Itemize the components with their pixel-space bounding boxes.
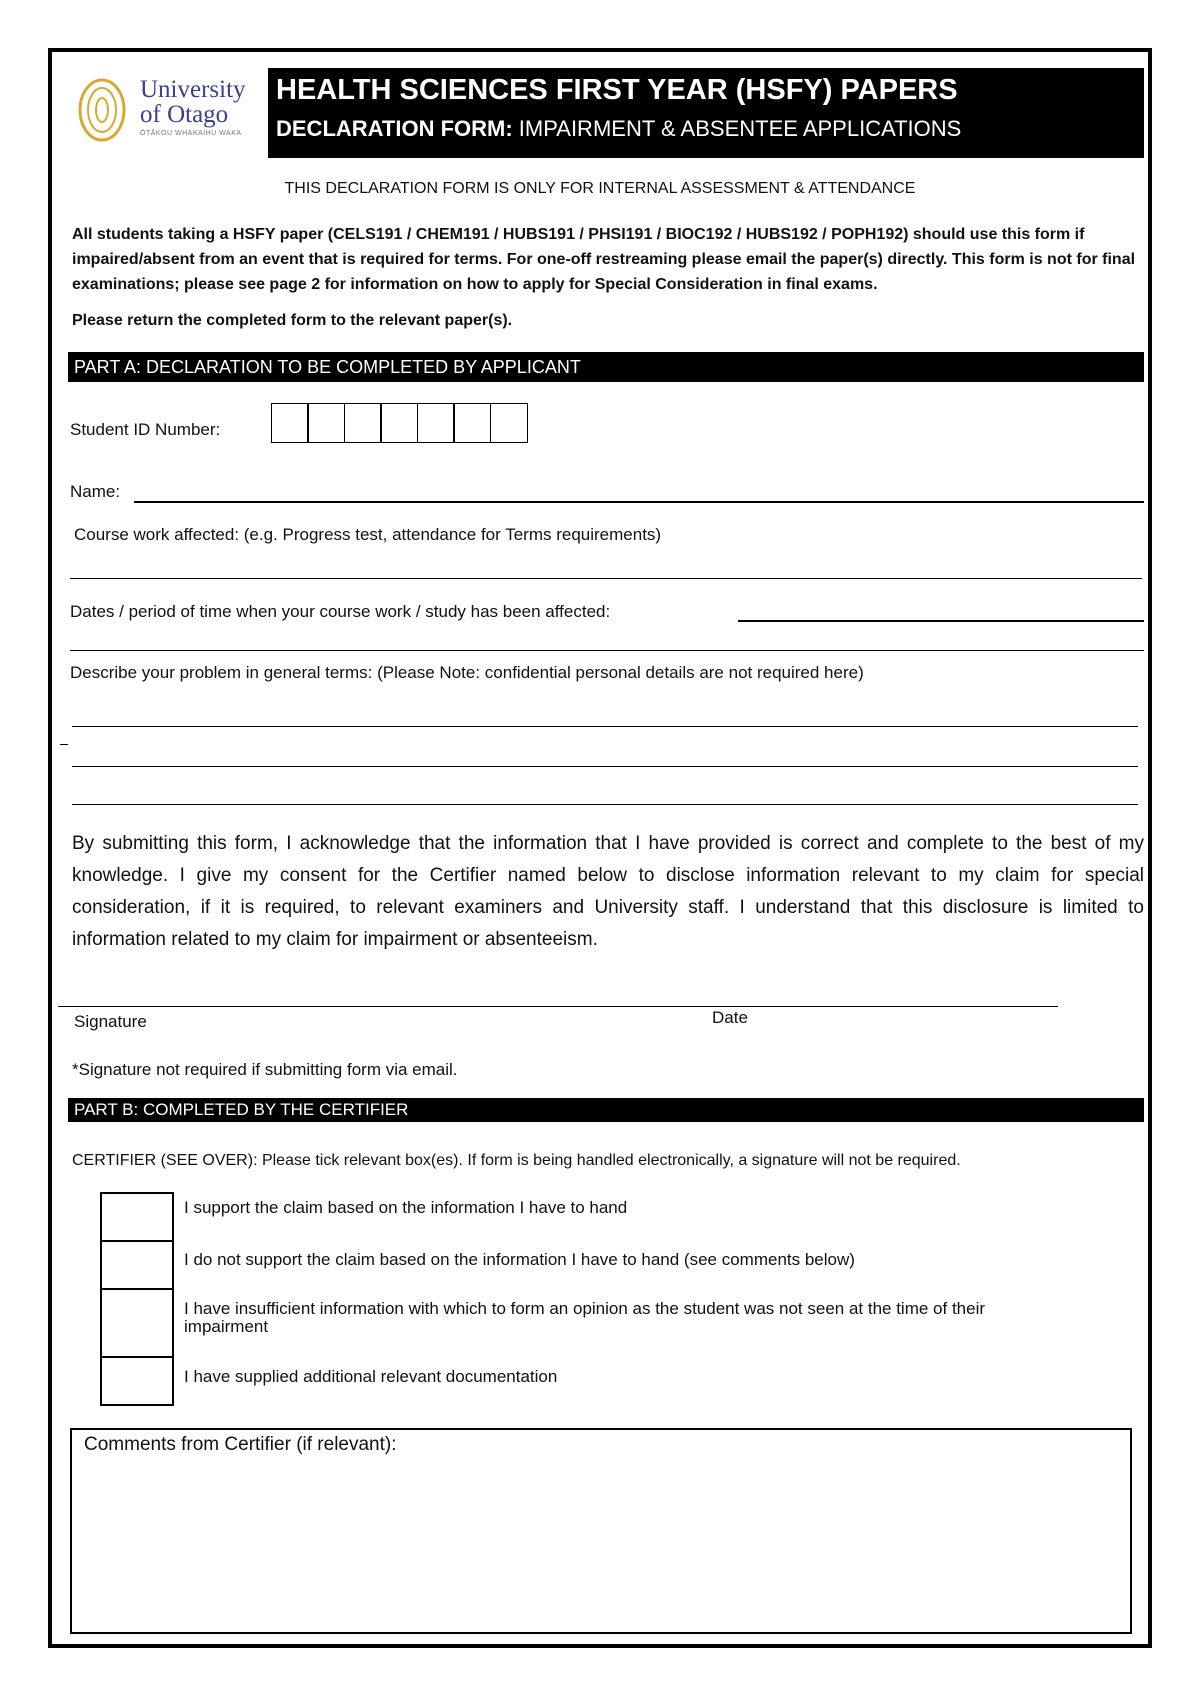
student-id-digit[interactable] [380, 403, 418, 443]
page-title: HEALTH SCIENCES FIRST YEAR (HSFY) PAPERS [276, 74, 958, 106]
coursework-field[interactable] [70, 578, 1142, 579]
coursework-label: Course work affected: (e.g. Progress test, attendance for Terms requirements) [74, 525, 662, 544]
student-id-digit[interactable] [307, 403, 345, 443]
title-bar [268, 68, 1144, 158]
date-label: Date [712, 1008, 748, 1027]
option-insufficient-info: I have insufficient information with which to form an opinion as the student was not seen at the time of their impairment [184, 1299, 986, 1336]
part-b-heading: PART B: COMPLETED BY THE CERTIFIER [68, 1098, 1144, 1122]
student-id-digit[interactable] [271, 403, 309, 443]
subtitle-bold: DECLARATION FORM: [276, 116, 513, 141]
declaration-text: By submitting this form, I acknowledge that the information that I have provided is correct and complete to the best of my knowledge. I give my consent for the Certifier named below to disclose information relevant to my claim for special consideration, if it is required, to relevant examiners and University staff. I understand that this disclosure is limited to information related to my claim for impairment or absenteeism. [72, 833, 1144, 950]
page-subtitle [276, 116, 961, 142]
signature-label: Signature [74, 1012, 147, 1031]
subtitle-rest: IMPAIRMENT & ABSENTEE APPLICATIONS [512, 116, 962, 141]
part-a-heading: PART A: DECLARATION TO BE COMPLETED BY APPLICANT [68, 352, 1144, 382]
logo-line-1: University [140, 76, 246, 103]
intro-text: All students taking a HSFY paper (CELS191 / CHEM191 / HUBS191 / PHSI191 / BIOC192 / HUBS192 / POPH192) should use this form if impaired/absent from an event that is required for terms. For one-off restreaming please email the paper(s) directly. This form is not for final examinations; please see page 2 for information on how to apply for Special Consideration in final exams. [72, 226, 1136, 293]
student-id-digit[interactable] [490, 403, 528, 443]
option-support-claim: I support the claim based on the information I have to hand [184, 1198, 628, 1217]
certifier-instruction: CERTIFIER (SEE OVER): Please tick relevant box(es). If form is being handled electronically, a signature will not be required. [72, 1152, 961, 1169]
describe-label: Describe your problem in general terms: (Please Note: confidential personal details are not required here) [70, 663, 864, 682]
stray-mark [60, 744, 68, 745]
not-support-claim-checkbox[interactable] [100, 1240, 174, 1290]
additional-documentation-checkbox[interactable] [100, 1356, 174, 1406]
student-id-field[interactable] [272, 403, 528, 443]
dates-field-line-2[interactable] [70, 650, 1144, 651]
name-label: Name: [70, 482, 121, 501]
student-id-digit[interactable] [453, 403, 491, 443]
logo-line-3: ŌTĀKOU WHAKAIHU WAKA [140, 130, 242, 137]
comments-label: Comments from Certifier (if relevant): [84, 1434, 397, 1455]
dates-label: Dates / period of time when your course work / study has been affected: [70, 602, 611, 621]
return-note: Please return the completed form to the relevant paper(s). [72, 312, 513, 329]
logo-line-2: of Otago [140, 101, 229, 128]
insufficient-info-checkbox[interactable] [100, 1288, 174, 1358]
student-id-label: Student ID Number: [70, 420, 221, 439]
name-field[interactable] [134, 501, 1144, 503]
describe-field-line-1[interactable] [72, 726, 1138, 727]
certifier-comments-box[interactable] [70, 1428, 1132, 1634]
student-id-digit[interactable] [344, 403, 382, 443]
describe-field-line-2[interactable] [72, 766, 1138, 767]
describe-field-line-3[interactable] [72, 804, 1138, 805]
signature-note: *Signature not required if submitting form via email. [72, 1060, 458, 1079]
signature-date-line[interactable] [58, 1006, 1058, 1007]
option-not-support-claim: I do not support the claim based on the information I have to hand (see comments below) [184, 1250, 855, 1269]
student-id-digit[interactable] [417, 403, 455, 443]
option-additional-documentation: I have supplied additional relevant documentation [184, 1367, 558, 1386]
notice-text: THIS DECLARATION FORM IS ONLY FOR INTERNAL ASSESSMENT & ATTENDANCE [284, 180, 916, 197]
dates-field[interactable] [738, 620, 1144, 622]
support-claim-checkbox[interactable] [100, 1192, 174, 1242]
